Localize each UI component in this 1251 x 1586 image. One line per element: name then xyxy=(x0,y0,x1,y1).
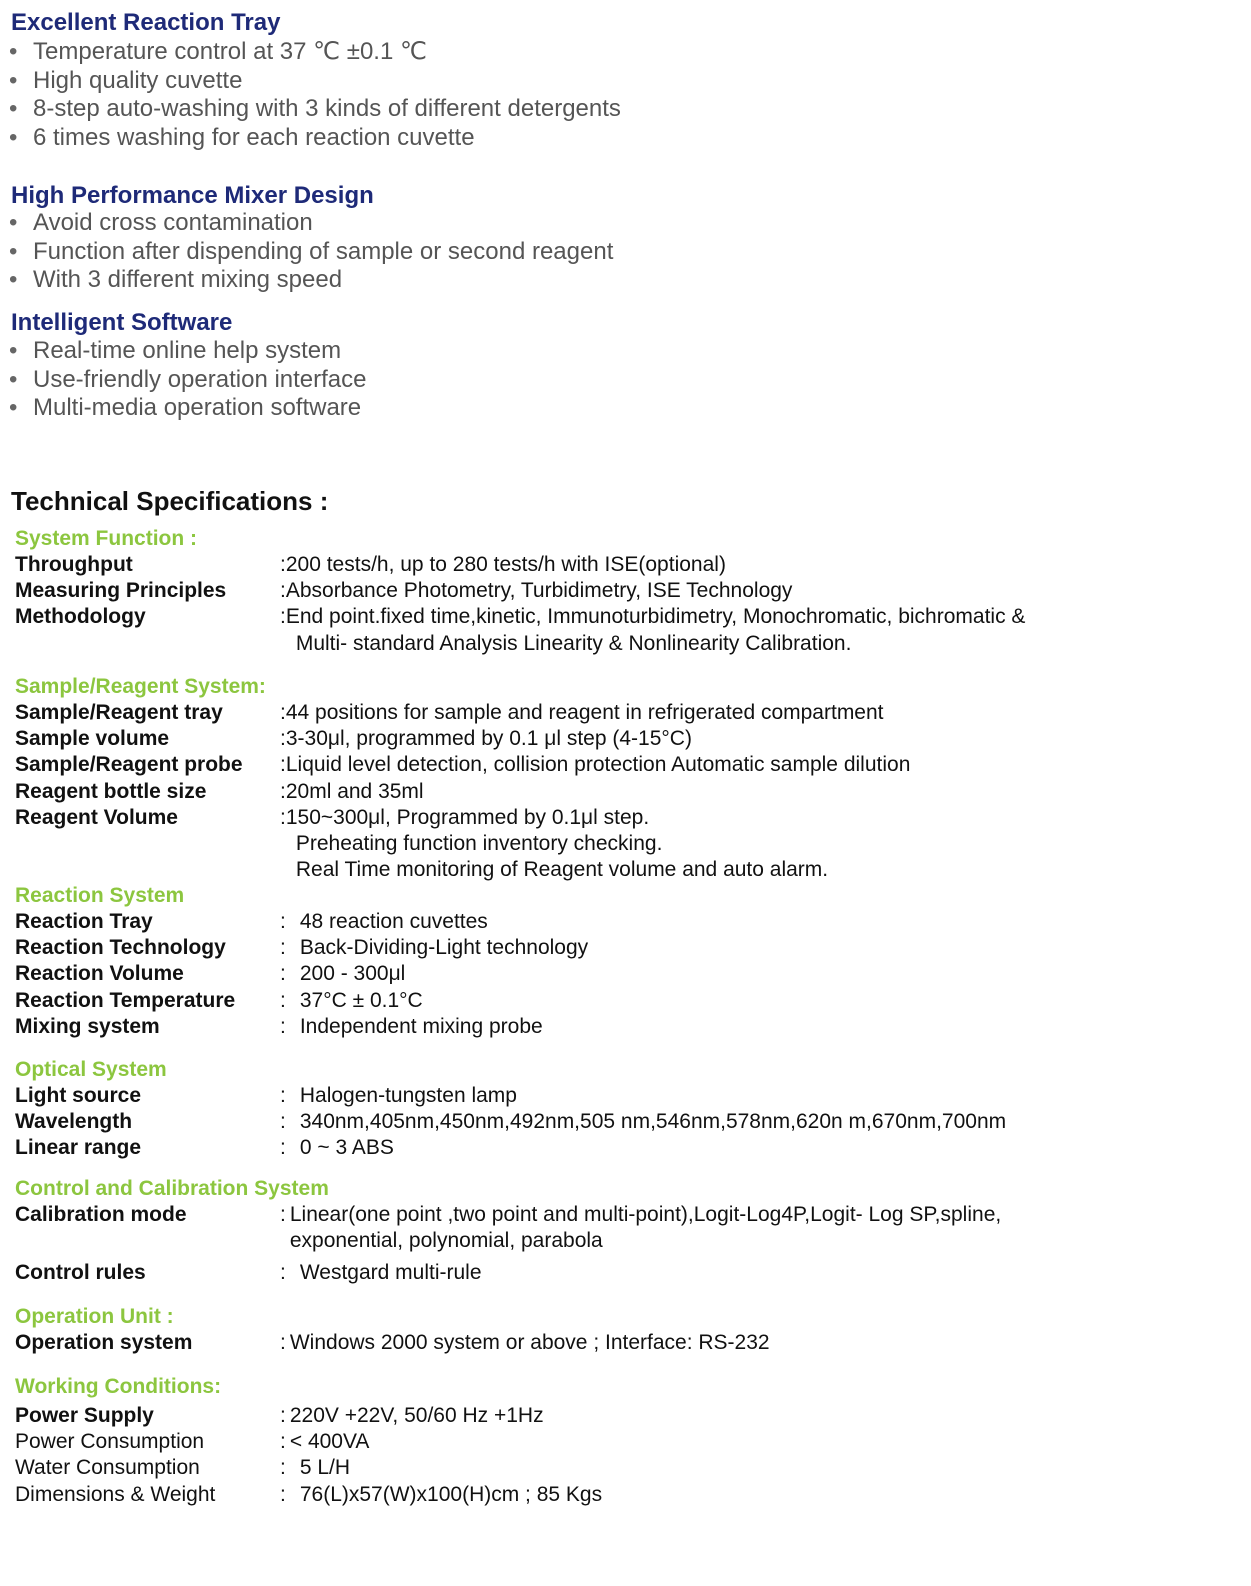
spec-value-continued: exponential, polynomial, parabola xyxy=(289,1229,603,1253)
spec-row xyxy=(15,1014,1240,1040)
list-item: • 6 times washing for each reaction cuvette xyxy=(9,124,475,152)
spec-label: Power Consumption xyxy=(15,1430,205,1454)
list-item: • Real-time online help system xyxy=(9,337,342,364)
separator: : xyxy=(280,1261,286,1285)
spec-value: 220V +22V, 50/60 Hz +1Hz xyxy=(289,1404,544,1427)
list-item: • High quality cuvette xyxy=(9,66,243,94)
spec-row xyxy=(15,700,1240,726)
separator: : xyxy=(280,727,286,751)
feature-title-reaction-tray: Excellent Reaction Tray xyxy=(11,9,281,36)
feature-list-mixer-design xyxy=(9,209,613,295)
spec-value: 5 L/H xyxy=(299,1456,351,1480)
spec-value: 48 reaction cuvettes xyxy=(299,910,488,933)
spec-value: 3-30μl, programmed by 0.1 μl step (4-15°C) xyxy=(285,727,692,751)
separator: : xyxy=(280,1110,286,1134)
separator: : xyxy=(280,1404,286,1427)
spec-section-sample-reagent xyxy=(15,674,1240,883)
spec-row xyxy=(15,988,1240,1014)
spec-label: Light source xyxy=(15,1084,142,1107)
spec-value: Independent mixing probe xyxy=(299,1014,543,1038)
separator: : xyxy=(280,910,286,933)
bullet-icon: • xyxy=(9,38,18,65)
separator: : xyxy=(280,1014,286,1038)
list-item: • With 3 different mixing speed xyxy=(9,266,343,294)
spec-section-operation-unit xyxy=(15,1304,1240,1356)
spec-value-continued: Real Time monitoring of Reagent volume and auto alarm. xyxy=(295,858,829,882)
feature-list-intelligent-software xyxy=(9,337,367,423)
list-item: • Temperature control at 37 ℃ ±0.1 ℃ xyxy=(9,38,427,65)
bullet-icon: • xyxy=(9,394,18,422)
page-title: Technical Specifications : xyxy=(11,486,329,516)
spec-label: Sample volume xyxy=(15,727,170,751)
spec-label: Methodology xyxy=(15,605,146,629)
spec-row xyxy=(15,1455,1240,1481)
spec-label: Water Consumption xyxy=(15,1456,200,1480)
spec-value: Absorbance Photometry, Turbidimetry, ISE Technology xyxy=(285,579,793,603)
bullet-icon: • xyxy=(9,237,18,265)
spec-label: Reaction Volume xyxy=(15,962,184,986)
spec-label: Linear range xyxy=(15,1136,142,1160)
bullet-icon: • xyxy=(9,95,18,123)
spec-label: Reaction Technology xyxy=(15,936,226,960)
list-item: • Avoid cross contamination xyxy=(9,209,313,236)
spec-section-reaction-system xyxy=(15,883,1240,1040)
section-title: System Function : xyxy=(15,527,198,550)
spec-row xyxy=(15,805,1240,884)
bullet-icon: • xyxy=(9,209,18,236)
section-title: Sample/Reagent System: xyxy=(15,675,266,698)
spec-section-optical-system xyxy=(15,1057,1240,1162)
list-item: • Multi-media operation software xyxy=(9,394,362,422)
spec-label: Control rules xyxy=(15,1261,146,1285)
spec-value: 150~300μl, Programmed by 0.1μl step. xyxy=(285,805,650,829)
spec-row xyxy=(15,1135,1240,1161)
spec-label: Dimensions & Weight xyxy=(15,1482,216,1506)
spec-row xyxy=(15,961,1240,987)
spec-value: 37°C ± 0.1°C xyxy=(299,988,423,1012)
spec-row xyxy=(15,1330,1240,1356)
separator: : xyxy=(280,553,286,576)
spec-value: Liquid level detection, collision protection Automatic sample dilution xyxy=(285,753,911,777)
spec-row xyxy=(15,578,1240,604)
spec-value-continued: Preheating function inventory checking. xyxy=(295,832,663,856)
separator: : xyxy=(280,962,286,986)
spec-row xyxy=(15,1403,1240,1429)
section-title: Operation Unit : xyxy=(15,1305,174,1328)
spec-label: Reagent Volume xyxy=(15,805,178,829)
spec-value: 200 - 300μl xyxy=(299,962,406,986)
spec-label: Operation system xyxy=(15,1331,193,1354)
bullet-icon: • xyxy=(9,337,18,364)
feature-title-mixer-design: High Performance Mixer Design xyxy=(11,182,374,209)
spec-label: Sample/Reagent tray xyxy=(15,701,223,724)
separator: : xyxy=(280,1136,286,1160)
spec-row xyxy=(15,779,1240,805)
spec-section-system-function xyxy=(15,526,1240,657)
spec-label: Power Supply xyxy=(15,1404,154,1427)
spec-label: Reaction Tray xyxy=(15,910,153,933)
spec-label: Throughput xyxy=(15,553,133,576)
bullet-icon: • xyxy=(9,266,18,294)
bullet-icon: • xyxy=(9,365,18,393)
bullet-icon: • xyxy=(9,66,18,94)
separator: : xyxy=(280,605,286,629)
spec-value: Linear(one point ,two point and multi-point),Logit-Log4P,Logit- Log SP,spline, xyxy=(289,1203,1002,1226)
spec-value: Halogen-tungsten lamp xyxy=(299,1084,517,1107)
spec-value: 200 tests/h, up to 280 tests/h with ISE(optional) xyxy=(285,553,726,576)
feature-title-intelligent-software: Intelligent Software xyxy=(11,309,233,336)
spec-value: Westgard multi-rule xyxy=(299,1261,482,1285)
spec-value: Windows 2000 system or above ; Interface: RS-232 xyxy=(289,1331,770,1354)
spec-value: Back-Dividing-Light technology xyxy=(299,936,589,960)
spec-value: 20ml and 35ml xyxy=(285,779,424,803)
spec-label: Sample/Reagent probe xyxy=(15,753,243,777)
separator: : xyxy=(280,988,286,1012)
spec-label: Measuring Principles xyxy=(15,579,227,603)
separator: : xyxy=(280,1203,286,1226)
spec-row xyxy=(15,1429,1240,1455)
separator: : xyxy=(280,1430,286,1454)
spec-value: End point.fixed time,kinetic, Immunoturbidimetry, Monochromatic, bichromatic & xyxy=(285,605,1026,629)
section-title: Control and Calibration System xyxy=(15,1177,329,1200)
spec-value: 44 positions for sample and reagent in refrigerated compartment xyxy=(285,701,884,724)
spec-row xyxy=(15,909,1240,935)
spec-value: 0 ~ 3 ABS xyxy=(299,1136,394,1160)
section-title: Reaction System xyxy=(15,884,185,907)
spec-label: Reagent bottle size xyxy=(15,779,207,803)
section-title: Optical System xyxy=(15,1058,167,1081)
bullet-icon: • xyxy=(9,124,18,152)
spec-row xyxy=(15,752,1240,778)
spec-section-working-conditions xyxy=(15,1374,1240,1508)
list-item: • Function after dispending of sample or second reagent xyxy=(9,237,614,265)
feature-list-reaction-tray xyxy=(9,38,621,153)
separator: : xyxy=(280,701,286,724)
spec-label: Mixing system xyxy=(15,1014,160,1038)
spec-row xyxy=(15,1083,1240,1109)
spec-value: 76(L)x57(W)x100(H)cm ; 85 Kgs xyxy=(299,1482,603,1506)
spec-label: Calibration mode xyxy=(15,1203,187,1226)
spec-row xyxy=(15,1260,1240,1286)
spec-value: 340nm,405nm,450nm,492nm,505 nm,546nm,578nm,620n m,670nm,700nm xyxy=(299,1110,1007,1134)
spec-row xyxy=(15,604,1240,656)
spec-section-control-calibration xyxy=(15,1176,1240,1287)
spec-row xyxy=(15,935,1240,961)
list-item: • 8-step auto-washing with 3 kinds of different detergents xyxy=(9,95,621,123)
spec-row xyxy=(15,1482,1240,1508)
spec-row xyxy=(15,1109,1240,1135)
separator: : xyxy=(280,936,286,960)
separator: : xyxy=(280,1482,286,1506)
spec-label: Wavelength xyxy=(15,1110,133,1134)
separator: : xyxy=(280,753,286,777)
list-item: • Use-friendly operation interface xyxy=(9,365,367,393)
separator: : xyxy=(280,579,286,603)
spec-label: Reaction Temperature xyxy=(15,988,236,1012)
separator: : xyxy=(280,805,286,829)
spec-row xyxy=(15,1202,1240,1254)
separator: : xyxy=(280,1084,286,1107)
spec-row xyxy=(15,552,1240,578)
section-title: Working Conditions: xyxy=(15,1375,222,1398)
separator: : xyxy=(280,1456,286,1480)
separator: : xyxy=(280,779,286,803)
spec-row xyxy=(15,726,1240,752)
spec-value: < 400VA xyxy=(289,1430,370,1454)
separator: : xyxy=(280,1331,286,1354)
spec-value-continued: Multi- standard Analysis Linearity & Nonlinearity Calibration. xyxy=(295,631,852,655)
